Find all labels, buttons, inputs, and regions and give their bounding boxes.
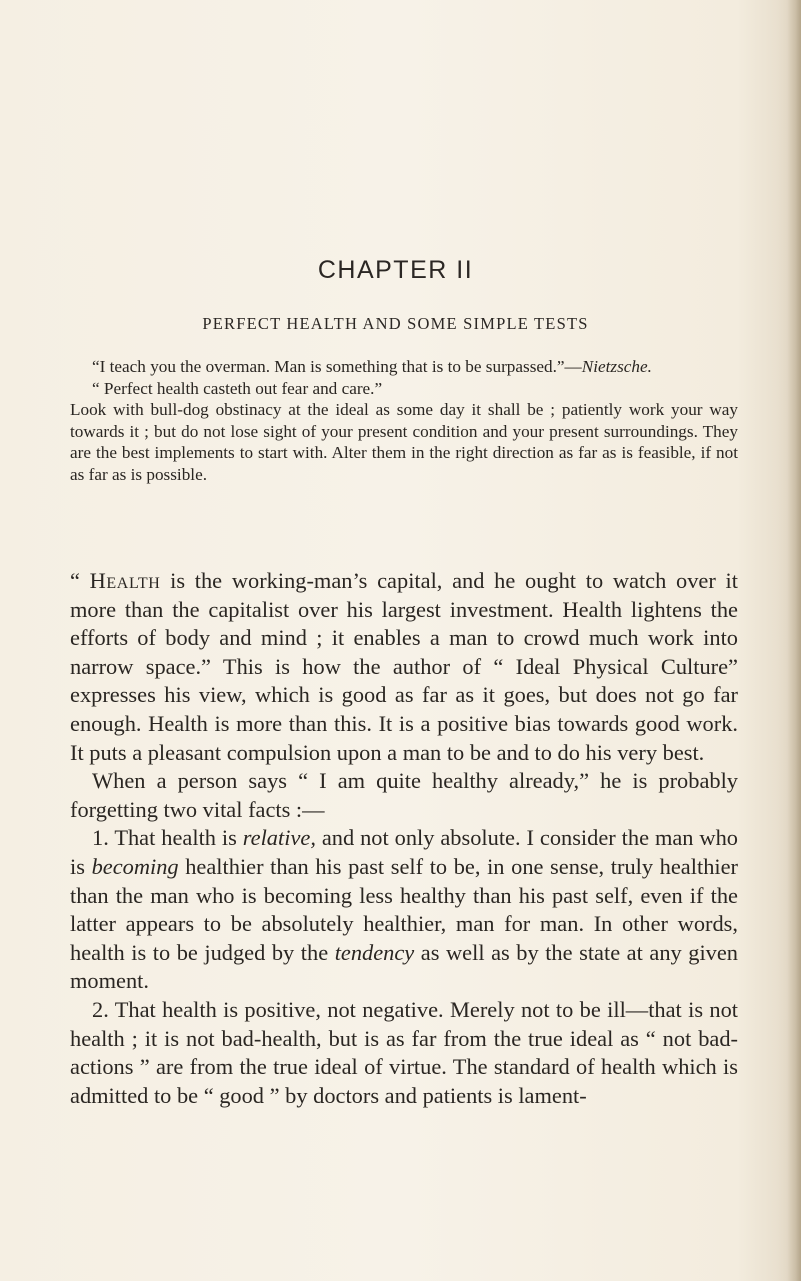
chapter-title: CHAPTER II bbox=[317, 256, 474, 284]
main-text bbox=[70, 567, 738, 1110]
epigraph-quote-health: “ Perfect health casteth out fear and care.” bbox=[92, 378, 383, 398]
emphasis-becoming: becoming bbox=[91, 853, 179, 879]
epigraph-quote-nietzsche bbox=[70, 356, 738, 378]
lead-word: Health bbox=[89, 568, 161, 593]
emphasis-tendency: tendency bbox=[334, 939, 415, 965]
page-edge-shadow bbox=[787, 0, 801, 1281]
paragraph-3-text-b: and not only absolute. I consider the man who is bbox=[70, 825, 738, 879]
open-quote: “ bbox=[70, 568, 90, 593]
paragraph-3-text-a: 1. That health is bbox=[92, 825, 243, 851]
paragraph-1-text: is the working-man’s capital, and he ought to watch over it more than the capitalist over his largest investment. Health lightens the efforts of body and mind ; it enables a man to crowd much work into narrow space.” This is how the author of “ Ideal Physical Culture” expresses his view, which is good as far as it goes, but does not go far enough. Health is more than this. It is a positive bias towards good work. It puts a pleasant compulsion upon a man to be and to do his very best. bbox=[70, 568, 738, 765]
epigraph-intro: Look with bull-dog obstinacy at the ideal as some day it shall be ; patiently work your way towards it ; but do not lose sight of your present condition and your present surroundings. They are the best implements to start with. Alter them in the right direction as far as is feasible, if not as far as is possible. bbox=[70, 400, 738, 484]
quote-text: “I teach you the overman. Man is something that is to be surpassed.”— bbox=[92, 357, 582, 376]
quote-author: Nietzsche. bbox=[581, 357, 652, 376]
paragraph-4: 2. That health is positive, not negative. Merely not to be ill—that is not health ; it is not bad-health, but is as far from the true ideal as “ not bad-actions ” are from the true ideal of virtue. The standard of health which is admitted to be “ good ” by doctors and patients is lament- bbox=[70, 996, 738, 1108]
emphasis-relative: relative, bbox=[242, 825, 316, 851]
paragraph-3-text-c: healthier than his past self to be, in one sense, truly healthier than the man who is becoming less healthy than his past self, even if the latter appears to be absolutely healthier, man for man. In other words, health is to be judged by the bbox=[70, 853, 738, 965]
paragraph-3-text-d: as well as by the state at any given moment. bbox=[70, 939, 738, 994]
section-heading: PERFECT HEALTH AND SOME SIMPLE TESTS bbox=[202, 314, 589, 333]
paragraph-2: When a person says “ I am quite healthy already,” he is probably forgetting two vital facts :— bbox=[70, 768, 738, 822]
paragraph-1 bbox=[70, 567, 738, 767]
paragraph-3 bbox=[70, 824, 738, 996]
epigraph-block bbox=[70, 356, 738, 486]
